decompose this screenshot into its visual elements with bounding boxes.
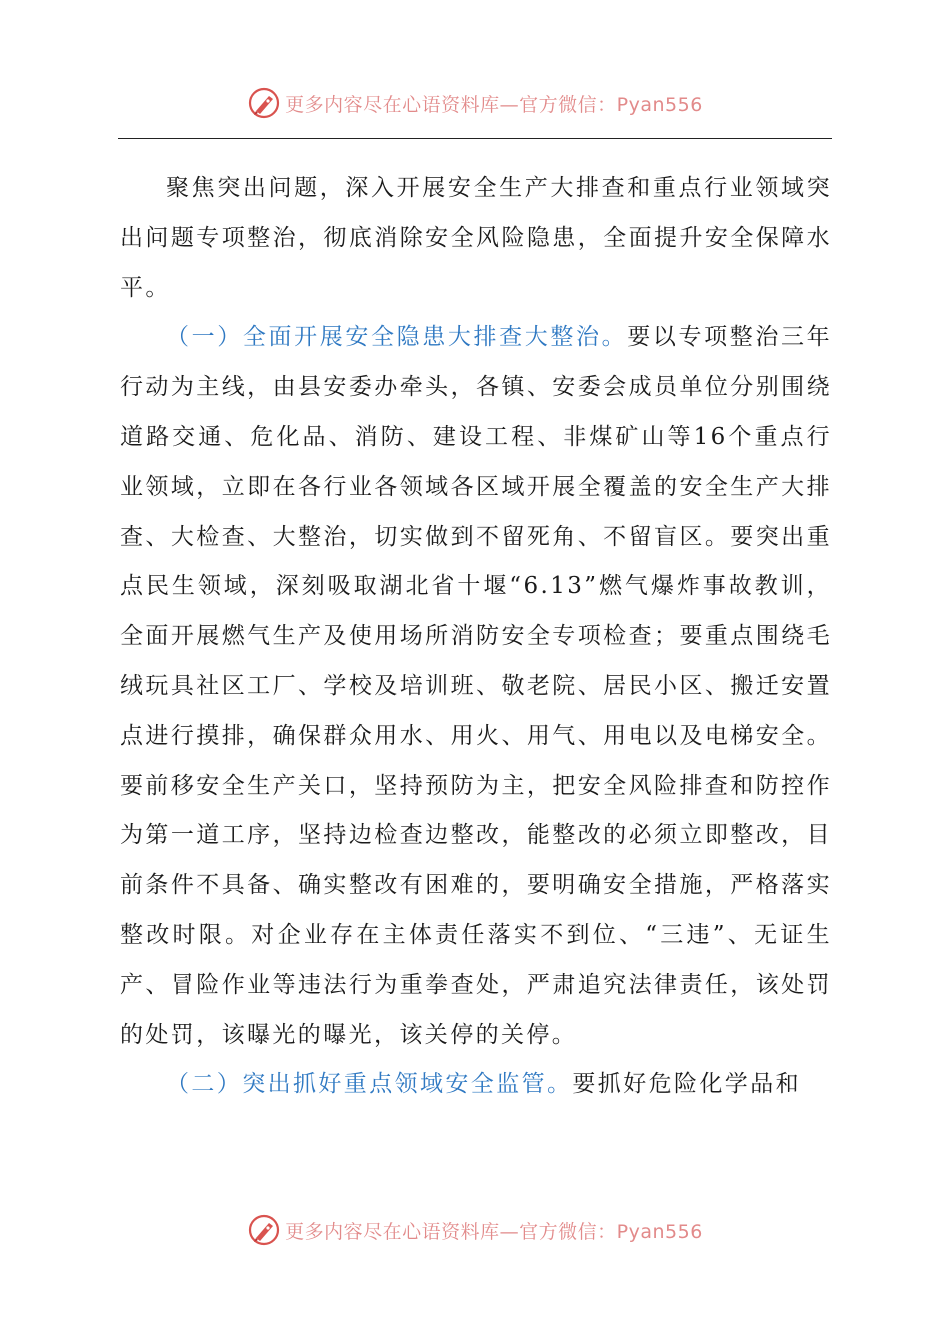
header-watermark <box>0 83 950 123</box>
paragraph-section-2 <box>120 1060 832 1110</box>
pen-nib-logo-icon <box>247 1213 281 1247</box>
section-1-body: 要以专项整治三年行动为主线，由县安委办牵头，各镇、安委会成员单位分别围绕道路交通、危化品、消防、建设工程、非煤矿山等16个重点行业领域，立即在各行业各领域各区域开展全覆盖的安全生产大排查、大检查、大整治，切实做到不留死角、不留盲区。要突出重点民生领域，深刻吸取湖北省十堰“6.13”燃气爆炸事故教训，全面开展燃气生产及使用场所消防安全专项检查；要重点围绕毛绒玩具社区工厂、学校及培训班、敬老院、居民小区、搬迁安置点进行摸排，确保群众用水、用火、用气、用电以及电梯安全。要前移安全生产关口，坚持预防为主，把安全风险排查和防控作为第一道工序，坚持边检查边整改，能整改的必须立即整改，目前条件不具备、确实整改有困难的，要明确安全措施，严格落实整改时限。对企业存在主体责任落实不到位、“三违”、无证生产、冒险作业等违法行为重拳查处，严肃追究法律责任，该处罚的处罚，该曝光的曝光，该关停的关停。 <box>120 324 833 1048</box>
section-2-heading: （二）突出抓好重点领域安全监管。 <box>166 1071 573 1098</box>
document-body <box>120 164 832 1110</box>
pen-nib-logo-icon <box>247 86 281 120</box>
paragraph-intro-body: 聚焦突出问题，深入开展安全生产大排查和重点行业领域突出问题专项整治，彻底消除安全风险隐患，全面提升安全保障水平。 <box>120 175 832 301</box>
footer-watermark <box>0 1210 950 1250</box>
paragraph-intro <box>120 164 832 313</box>
watermark-text: 更多内容尽在心语资料库—官方微信：Pyan556 <box>285 93 703 116</box>
section-2-body: 要抓好危险化学品和 <box>572 1071 802 1098</box>
watermark-text: 更多内容尽在心语资料库—官方微信：Pyan556 <box>285 1220 703 1243</box>
section-1-heading: （一）全面开展安全隐患大排查大整治。 <box>166 324 628 351</box>
header-divider <box>118 138 832 139</box>
paragraph-section-1 <box>120 313 832 1060</box>
